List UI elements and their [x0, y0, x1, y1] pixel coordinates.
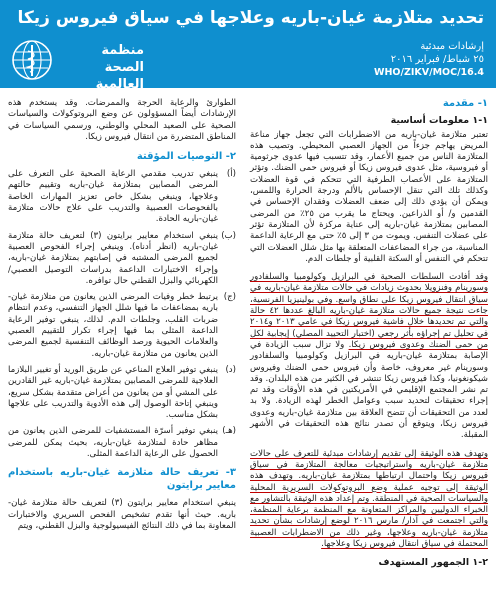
org-name-line1: منظمة [101, 43, 144, 58]
country-reports-paragraph [250, 272, 488, 441]
underlined-reports-text: وقد أفادت السلطات الصحية في البرازيل وكولومبيا والسلفادور وسورينام وفنزويلا بحدوث زيادات في حالات متلازمة غيان-باريه في سياق انتقال فيروس زيكا على نطاق واسع. وفي بولينيزيا الفرنسية، جاءت نتيجة جميع حالات متلازمة غيان-باريه البالغ عددها ٤٢ حالة والتي تم تحديدها خلال فاشية فيروس زيكا في عامي ٢٠١٣ و٢٠١٤ في تحليل تم إجراؤه بأثر رجعي (اختبار التحييد المصلي) إيجابية لكل من حمى الضنك وعدوى فيروس زيكا. [250, 272, 488, 350]
recommendation-number: (أ) [226, 169, 236, 180]
recommendation-number: (هـ) [222, 426, 236, 437]
case-definition-paragraph: ينبغي استخدام معايير برايتون (٣) لتعريف حالة متلازمة غيان-باريه. حيث أنها تقدم تشخيص الفحص السريري والاختبارات المعاونة بما في ذلك النتائج الفيسيولوجية والبزل القطني، ويتم [8, 498, 236, 531]
section-1-heading: ١- مقدمة [442, 98, 488, 109]
document-title: تحديد متلازمة غيان-باريه وعلاجها في سياق فيروس زيكا [17, 8, 484, 28]
org-name-line2: الصحة العالمية [95, 60, 144, 92]
recommendation-text: ينبغي توفير العلاج المناعي عن طريق الوريد أو تغيير البلازما العلاجية للمرضى المصابين بمتلازمة غيان-باريه غير القادرين على المشي أو من يعانون من أعراض متقدمة بشكل سريع، وينبغي إتاحة الوصول إلى هذه الأدوية والتدريب على علاجها بشكل مناسب. [8, 364, 218, 421]
recommendation-item [8, 231, 236, 287]
recommendation-item [8, 365, 236, 421]
document-date: ٢٥ شباط/ فبراير ٢٠١٦ [390, 54, 484, 65]
recommendation-number: (ب) [221, 230, 236, 241]
section-3-heading: ٣- تعريف حالة متلازمة غيان-باريه باستخدام معايير برايتون [8, 467, 236, 492]
recommendation-number: (ج) [223, 292, 236, 303]
purpose-paragraph [250, 449, 488, 551]
right-column [250, 98, 488, 572]
recommendation-text: ينبغي استخدام معايير برايتون (٣) لتعريف حالة متلازمة غيان-باريه (انظر أدناه). وينبغي إجراء الفحوص العصبية لجميع المرضى المشتبه في إصابتهم بمتلازمة غيان-باريه، وإجراء الاختبارات الداعمة بدراسات التوصيل العصبي/ الكهربائي والبزل القطني حال توافره. [8, 230, 218, 286]
header-banner [0, 0, 496, 92]
recommendation-number: (د) [225, 364, 236, 375]
subsection-1-2-heading: ٢-١ الجمهور المستهدف [378, 557, 488, 569]
who-emblem-icon [10, 38, 54, 82]
subsection-1-1-heading: ١-١ معلومات أساسية [390, 115, 488, 127]
document-type: إرشادات مبدئية [420, 41, 484, 52]
underlined-purpose-text: وتهدف هذه الوثيقة إلى تقديم إرشادات مبدئية للتعرف على حالات متلازمة غيان-باريه واستراتيجيات معالجة المتلازمة في سياق فيروس زيكا واحتمال ارتباطها بمتلازمة غيان-باريه. وتهدف هذه الوثيقة إلى توجيه عملية وضع البروتوكولات السريرية المحلية والسياسات الصحية في المنطقة. وتم إعداد هذه الوثيقة بالتشاور مع الخبراء الدوليين والمراكز المتعاونة مع المنظمة برعاية المنظمة، والتي اجتمعت في آذار/ مارس ٢٠١٦ لوضع إرشادات بشأن تحديد متلازمة غيان-باريه وعلاجها، وغير ذلك من الاضطرابات العصبية المحتملة في سياق انتقال فيروس زيكا وعلاجها. [250, 448, 489, 549]
recommendation-item [8, 169, 236, 225]
reports-continuation-text: ولا تزال سبب الزيادة في الإصابة بمتلازمة غيان-باريه في البرازيل وكولومبيا والسلفادور وسورينام غير معروف، خاصة وأن فيروس حمى الضنك وفيروس شيكونغونيا، وكذا فيروس زيكا تنتشر في الكثير من هذه البلدان. وقد تم نشر المجتمع الإقليمي في الأمريكتين في هذه الأوقات وقد تم إجراء تحقيقات لتحديد سبب وعوامل الخطر لهذه الزيادة. ولا بد لعدد من التحقيقات أن تتضح العلاقة بين متلازمة غيان-باريه وعدوى فيروس زيكا، ويتوقع أن تصدر نتائج هذه التحقيقات في الأشهر المقبلة. [250, 339, 488, 441]
audience-paragraph: الطوارئ والرعاية الحرجة والممرضات. وقد يستخدم هذه الإرشادات أيضاً المسؤولون عن وضع البروتوكولات والسياسات الصحية على الصعيد المحلي والوطني، ورسمي السياسات في المناطق المتضررة من انتقال فيروس زيكا. [8, 98, 236, 142]
recommendation-item [8, 426, 236, 460]
background-paragraph: تعتبر متلازمة غيان-باريه من الاضطرابات التي تجعل جهاز مناعة المريض يهاجم جزءاً من الجهاز العصبي المحيطي. وتصيب هذه المتلازمة الناس من جميع الأعمار، وقد تتسبب فيها عدوى جرثومية أو فيروسية، مثل عدوى فيروس زيكا أو فيروس حمى الضنك. وتؤثر المتلازمة على الأعصاب الطرفية التي تتحكم في قوة العضلات وكذلك تلك التي تنقل الإحساس بالألم ودرجة الحرارة واللمس، ويمكن أن يؤدي ذلك إلى ضعف العضلات وفقدان الإحساس في القدمين و/ أو الذراعين. ويحتاج ما يقرب من ٢٥٪ من المرضى المصابين بمتلازمة غيان-باريه إلى عناية مركزة لأن المتلازمة تؤثر على عضلات التنفس. ويموت من ٣ إلى ٥٪ حتى مع الرعاية الداعمة المناسبة، من جراء المضاعفات المتعلقة بها مثل شلل العضلات التي تتحكم في التنفس أو السكتة القلبية أو جلطات الدم. [250, 129, 489, 264]
who-logo [10, 38, 145, 92]
recommendation-text: ينبغي توفير أسرّة المستشفيات للمرضى الذين يعانون من مظاهر حادة لمتلازمة غيان-باريه، بحيث يمكن للمرضى الحصول على الرعاية الداعمة المثلى. [8, 426, 218, 460]
left-column [8, 98, 236, 539]
document-meta [284, 40, 484, 79]
document-code: WHO/ZIKV/MOC/16.4 [374, 67, 484, 78]
recommendation-text: ينبغي تدريب مقدمي الرعاية الصحية على التعرف على المرضى المصابين بمتلازمة غيان-باريه وتقييم حالتهم وعلاجها، وينبغي بشكل خاص تعزيز المهارات الخاصة بالفحوصات العصبية والتدريب على علاج حالات متلازمة غيان-باريه الحادة. [8, 169, 218, 225]
recommendation-text: يرتبط خطر وفيات المرضى الذين يعانون من متلازمة غيان-باريه بمضاعفات ما فيها شلل الجهاز التنفسي، وعدم انتظام ضربات القلب، وجلطات الدم. لذلك، ينبغي توفير الرعاية الداعمة المثلى بما فيها إجراء تكرار للتقييم العصبي والعلامات الحيوية ورصد الوظائف التنفسية لجميع المرضى الذين يعانون من متلازمة غيان-باريه. [8, 292, 218, 359]
recommendation-item [8, 292, 236, 360]
organization-name [58, 42, 144, 93]
section-2-heading: ٢- التوصيات المؤقتة [136, 151, 236, 163]
